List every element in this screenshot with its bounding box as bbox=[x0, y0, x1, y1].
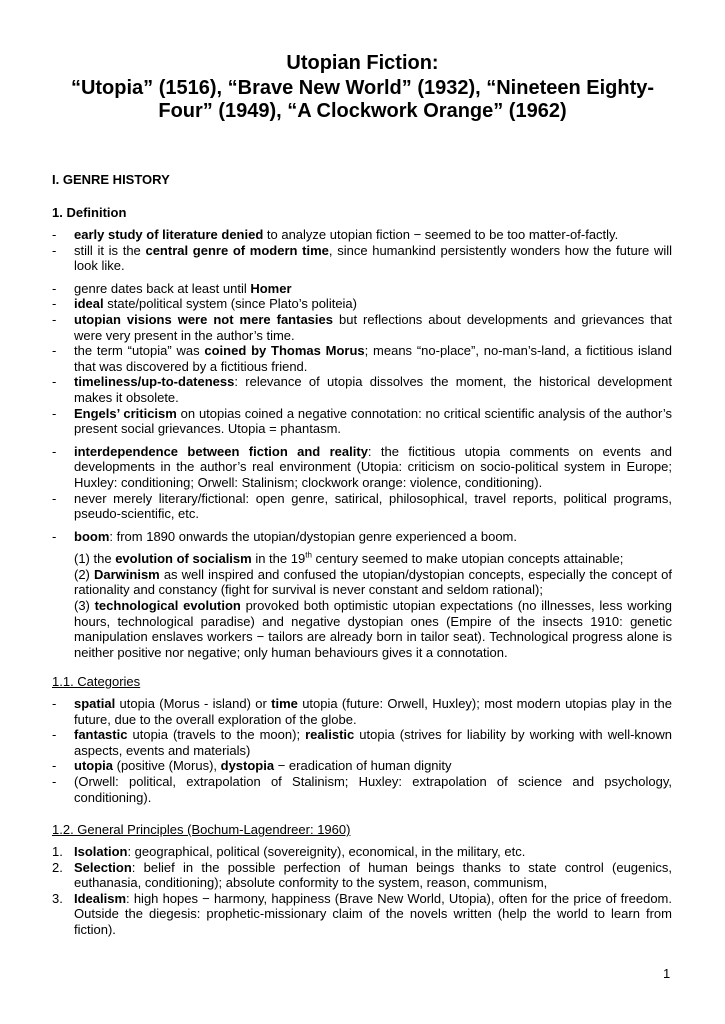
list-item: 3. Idealism: high hopes − harmony, happiness (Brave New World, Utopia), often for the price of freedom. Outside the diegesis: prophetic-missionary claim of the novels written (help the world to learn from fiction). bbox=[52, 890, 672, 937]
title-line-2: “Utopia” (1516), “Brave New World” (1932), “Nineteen Eighty- bbox=[70, 77, 655, 99]
list-item: - timeliness/up-to-dateness: relevance of utopia dissolves the moment, the historical development makes it obsolete. bbox=[52, 374, 672, 405]
page-number: 1 bbox=[663, 966, 671, 981]
list-item: - Engels’ criticism on utopias coined a negative connotation: no critical scientific analysis of the author’s present social grievances. Utopia = phantasm. bbox=[52, 405, 673, 437]
categories-list bbox=[52, 696, 672, 805]
list-item: - utopia (positive (Morus), dystopia − eradication of human dignity bbox=[52, 758, 452, 774]
list-item: - boom: from 1890 onwards the utopian/dystopian genre experienced a boom. bbox=[52, 528, 517, 544]
title-line-3: Four” (1949), “A Clockwork Orange” (1962) bbox=[158, 100, 567, 122]
principles-heading: 1.2. General Principles (Bochum-Lagendreer: 1960) bbox=[52, 822, 351, 837]
principles-list bbox=[52, 844, 672, 938]
title-line-1: Utopian Fiction: bbox=[286, 52, 439, 74]
list-item: - fantastic utopia (travels to the moon); realistic utopia (strives for liability by working with well-known aspects, events and materials) bbox=[52, 727, 672, 758]
section-heading: I. GENRE HISTORY bbox=[52, 172, 170, 187]
boom-details: (1) the evolution of socialism in the 19th century seemed to make utopian concepts attainable; (2) Darwinism as well inspired and confused the utopian/dystopian concepts, especially the concept of rationality and constancy (fight for survival is never constant and seldom rational); (3) technological evolution provoked both optimistic utopian expectations (no illnesses, less working hours, technological paradise) and negative dystopian ones (Empire of the insects 1910: genetic manipulation enslaves workers − tailors are already born in tailor seat). Technological progress alone is neither positive nor negative; only human behaviours gives it a connotation. bbox=[74, 550, 673, 660]
definition-list bbox=[52, 227, 672, 660]
list-item: - (Orwell: political, extrapolation of Stalinism; Huxley: extrapolation of science and psychology, conditioning). bbox=[52, 773, 672, 805]
categories-heading: 1.1. Categories bbox=[52, 674, 141, 689]
list-item: - spatial utopia (Morus - island) or time utopia (future: Orwell, Huxley); most modern utopias play in the future, due to the overall exploration of the globe. bbox=[52, 696, 672, 727]
list-item: - the term “utopia” was coined by Thomas Morus; means “no-place”, no-man’s-land, a fictitious island that was discovered by a fictitious friend. bbox=[52, 343, 672, 374]
list-item: - still it is the central genre of modern time, since humankind persistently wonders how the future will look like. bbox=[52, 242, 673, 274]
list-item: - never merely literary/fictional: open genre, satirical, philosophical, travel reports, political programs, pseudo-scientific, etc. bbox=[52, 490, 672, 522]
list-item: - ideal state/political system (since Plato’s politeia) bbox=[52, 296, 357, 312]
list-item: 1. Isolation: geographical, political (sovereignity), economical, in the military, etc. bbox=[52, 844, 526, 859]
list-item: 2. Selection: belief in the possible perfection of human beings thanks to state control (eugenics, euthanasia, conditioning); absolute conformity to the system, reason, communism, bbox=[52, 859, 672, 891]
list-item: - utopian visions were not mere fantasies but reflections about developments and grievances that were very present in the author’s time. bbox=[52, 311, 672, 343]
definition-heading: 1. Definition bbox=[52, 205, 127, 220]
list-item: - interdependence between fiction and reality: the fictitious utopia comments on events and developments in the author’s real environment (Utopia: criticism on socio-political system in Europe; Huxley: conditioning; Orwell: Stalinism; clockwork orange: violence, conditioning). bbox=[52, 443, 672, 490]
list-item: - early study of literature denied to analyze utopian fiction − seemed to be too matter-of-factly. bbox=[52, 227, 619, 242]
list-item: - genre dates back at least until Homer bbox=[52, 280, 292, 296]
